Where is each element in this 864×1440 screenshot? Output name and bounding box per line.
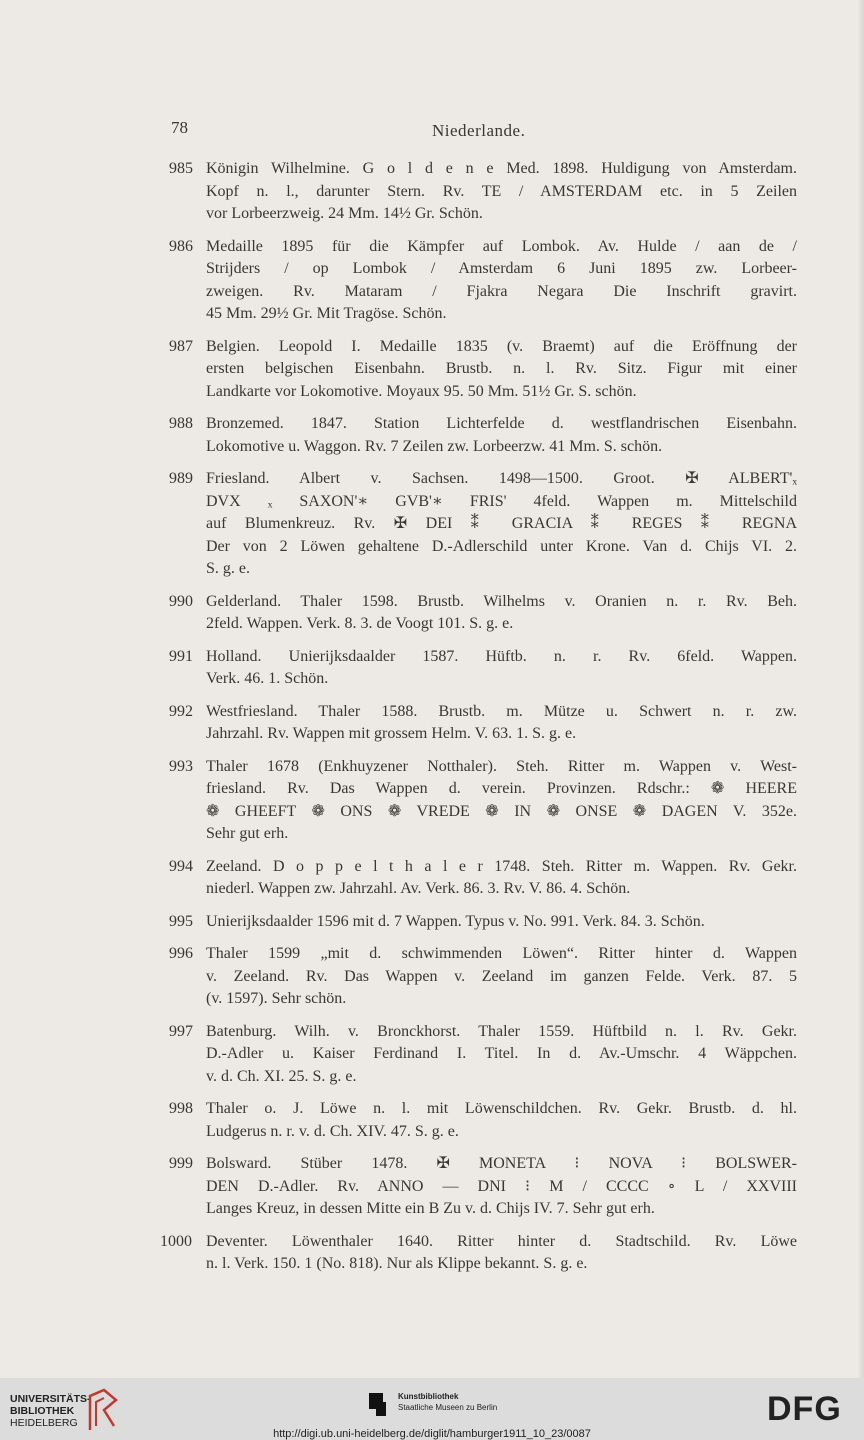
catalogue-entry [169,911,797,934]
entry-line: friesland. Rv. Das Wappen d. verein. Provinzen. Rdschr.: ❁ HEERE [206,780,797,797]
university-library-name [10,1393,91,1429]
entry-line: 2feld. Wappen. Verk. 8. 3. de Voogt 101. S. g. e. [206,615,514,632]
catalogue-entry [169,1153,797,1221]
kunstbibliothek-label [398,1391,497,1413]
entry-text [206,1098,797,1143]
entry-text [206,756,797,846]
catalogue-entry [169,1098,797,1143]
catalogue-entries [160,158,797,1286]
kunstbibliothek-title: Kunstbibliothek [398,1392,459,1401]
entry-line: Lokomotive u. Waggon. Rv. 7 Zeilen zw. Lorbeerzw. 41 Mm. S. schön. [206,437,663,455]
entry-line: Batenburg. Wilh. v. Bronckhorst. Thaler 1559. Hüftbild n. l. Rv. Gekr. [206,1022,797,1040]
catalogue-entry [169,943,797,1011]
page-url-link[interactable]: http://digi.ub.uni-heidelberg.de/diglit/hamburger1911_10_23/0087 [273,1428,591,1440]
entry-number: 986 [169,237,193,255]
entry-number: 999 [169,1155,193,1172]
catalogue-entry [169,756,797,846]
entry-line: Medaille 1895 für die Kämpfer auf Lombok. Av. Hulde / aan de / [206,237,797,255]
catalogue-entry [169,591,797,636]
page-number: 78 [171,118,188,137]
catalogue-entry [169,468,797,581]
catalogue-entry [169,336,797,404]
catalogue-entry [169,646,797,691]
entry-number: 987 [169,337,193,355]
entry-line: Langes Kreuz, in dessen Mitte ein B Zu v. d. Chijs IV. 7. Sehr gut erh. [206,1200,655,1217]
entry-number: 990 [169,592,193,610]
entry-line: Königin Wilhelmine. G o l d e n e Med. 1898. Huldigung von Amsterdam. [206,160,797,177]
entry-number: 997 [169,1022,193,1040]
catalogue-entry [160,1231,797,1276]
dfg-logo: DFG [767,1390,842,1428]
entry-line: 45 Mm. 29½ Gr. Mit Tragöse. Schön. [206,305,447,322]
entry-number: 992 [169,702,193,720]
entry-line: Thaler 1678 (Enkhuyzener Notthaler). Steh. Ritter m. Wappen v. West- [206,757,797,775]
entry-line: Gelderland. Thaler 1598. Brustb. Wilhelms v. Oranien n. r. Rv. Beh. [206,592,797,610]
entry-line: Deventer. Löwenthaler 1640. Ritter hinter d. Stadtschild. Rv. Löwe [206,1232,797,1250]
entry-line: Westfriesland. Thaler 1588. Brustb. m. Mütze u. Schwert n. r. zw. [206,702,797,720]
catalogue-entry [169,158,797,226]
university-line-3: HEIDELBERG [10,1417,78,1429]
entry-line: v. Zeeland. Rv. Das Wappen v. Zeeland im ganzen Felde. Verk. 87. 5 [206,967,797,985]
university-line-1: UNIVERSITÄTS- [10,1393,91,1405]
entry-number: 1000 [160,1232,192,1250]
entry-number: 998 [169,1100,193,1117]
entry-line: Belgien. Leopold I. Medaille 1835 (v. Braemt) auf die Eröffnung der [206,337,797,355]
entry-number: 993 [169,757,193,775]
entry-number: 994 [169,857,193,875]
university-line-2: BIBLIOTHEK [10,1405,75,1417]
page-edge-shadow [858,0,864,1378]
entry-line: Verk. 46. 1. Schön. [206,670,329,687]
running-head: Niederlande. [432,121,526,140]
entry-line: v. d. Ch. XI. 25. S. g. e. [206,1067,357,1085]
entry-text [206,158,797,226]
entry-line: Thaler 1599 „mit d. schwimmenden Löwen“. Ritter hinter d. Wappen [206,945,797,962]
entry-text [206,856,797,901]
entry-line: ersten belgischen Eisenbahn. Brustb. n. l. Rv. Sitz. Figur mit einer [206,360,797,377]
entry-number: 988 [169,415,193,432]
entry-text [206,1231,797,1276]
entry-number: 989 [169,470,193,487]
university-logo-icon [86,1386,120,1432]
catalogue-entry [169,413,797,458]
entry-line: Thaler o. J. Löwe n. l. mit Löwenschildchen. Rv. Gekr. Brustb. d. hl. [206,1100,797,1117]
kunstbibliothek-logo-icon [368,1392,390,1418]
entry-text [206,911,797,934]
entry-text [206,468,797,581]
entry-text [206,943,797,1011]
entry-text [206,336,797,404]
entry-line: niederl. Wappen zw. Jahrzahl. Av. Verk. 86. 3. Rv. V. 86. 4. Schön. [206,880,631,897]
entry-line: Bronzemed. 1847. Station Lichterfelde d. westflandrischen Eisenbahn. [206,415,797,432]
entry-line: Sehr gut erh. [206,825,289,842]
catalogue-entry [169,1021,797,1089]
entry-line: Jahrzahl. Rv. Wappen mit grossem Helm. V. 63. 1. S. g. e. [206,725,577,742]
entry-line: Bolsward. Stüber 1478. ✠ MONETA ⁝ NOVA ⁝ BOLSWER- [206,1155,797,1172]
entry-line: Der von 2 Löwen gehaltene D.-Adlerschild unter Krone. Van d. Chijs VI. 2. [206,537,797,555]
entry-line: Holland. Unierijksdaalder 1587. Hüftb. n. r. Rv. 6feld. Wappen. [206,647,797,665]
catalogue-entry [169,236,797,326]
entry-line: Landkarte vor Lokomotive. Moyaux 95. 50 Mm. 51½ Gr. S. schön. [206,382,637,400]
entry-text [206,701,797,746]
entry-line: ❁ GHEEFT ❁ ONS ❁ VREDE ❁ IN ❁ ONSE ❁ DAGEN V. 352e. [206,802,797,820]
catalogue-entry [169,856,797,901]
entry-line: Zeeland. D o p p e l t h a l e r 1748. Steh. Ritter m. Wappen. Rv. Gekr. [206,857,797,875]
entry-line: auf Blumenkreuz. Rv. ✠ DEI ⁑ GRACIA ⁑ REGES ⁑ REGNA [206,515,797,532]
entry-line: zweigen. Rv. Mataram / Fjakra Negara Die Inschrift gravirt. [206,282,797,300]
entry-text [206,236,797,326]
entry-line: Ludgerus n. r. v. d. Ch. XIV. 47. S. g. e. [206,1122,459,1140]
entry-line: S. g. e. [206,560,250,577]
entry-text [206,646,797,691]
entry-line: Friesland. Albert v. Sachsen. 1498—1500. Groot. ✠ ALBERT'ₓ [206,470,797,487]
entry-line: D.-Adler u. Kaiser Ferdinand I. Titel. In d. Av.-Umschr. 4 Wäppchen. [206,1045,797,1062]
entry-number: 991 [169,647,193,665]
entry-text [206,1021,797,1089]
entry-text [206,591,797,636]
entry-line: vor Lorbeerzweig. 24 Mm. 14½ Gr. Schön. [206,205,483,222]
catalogue-entry [169,701,797,746]
entry-line: DEN D.-Adler. Rv. ANNO — DNI ⁝ M / CCCC ∘ L / XXVIII [206,1177,797,1195]
entry-number: 985 [169,160,193,177]
entry-line: Kopf n. l., darunter Stern. Rv. TE / AMSTERDAM etc. in 5 Zeilen [206,182,797,200]
entry-line: n. l. Verk. 150. 1 (No. 818). Nur als Klippe bekannt. S. g. e. [206,1255,588,1272]
entry-number: 996 [169,945,193,962]
entry-line: Unierijksdaalder 1596 mit d. 7 Wappen. Typus v. No. 991. Verk. 84. 3. Schön. [206,912,705,930]
entry-text [206,1153,797,1221]
kunstbibliothek-subtitle: Staatliche Museen zu Berlin [398,1403,498,1412]
entry-line: Strijders / op Lombok / Amsterdam 6 Juni 1895 zw. Lorbeer- [206,260,797,277]
entry-line: DVX ₓ SAXON'∗ GVB'∗ FRIS' 4feld. Wappen m. Mittelschild [206,492,797,510]
entry-number: 995 [169,912,193,930]
entry-text [206,413,797,458]
entry-line: (v. 1597). Sehr schön. [206,990,347,1007]
